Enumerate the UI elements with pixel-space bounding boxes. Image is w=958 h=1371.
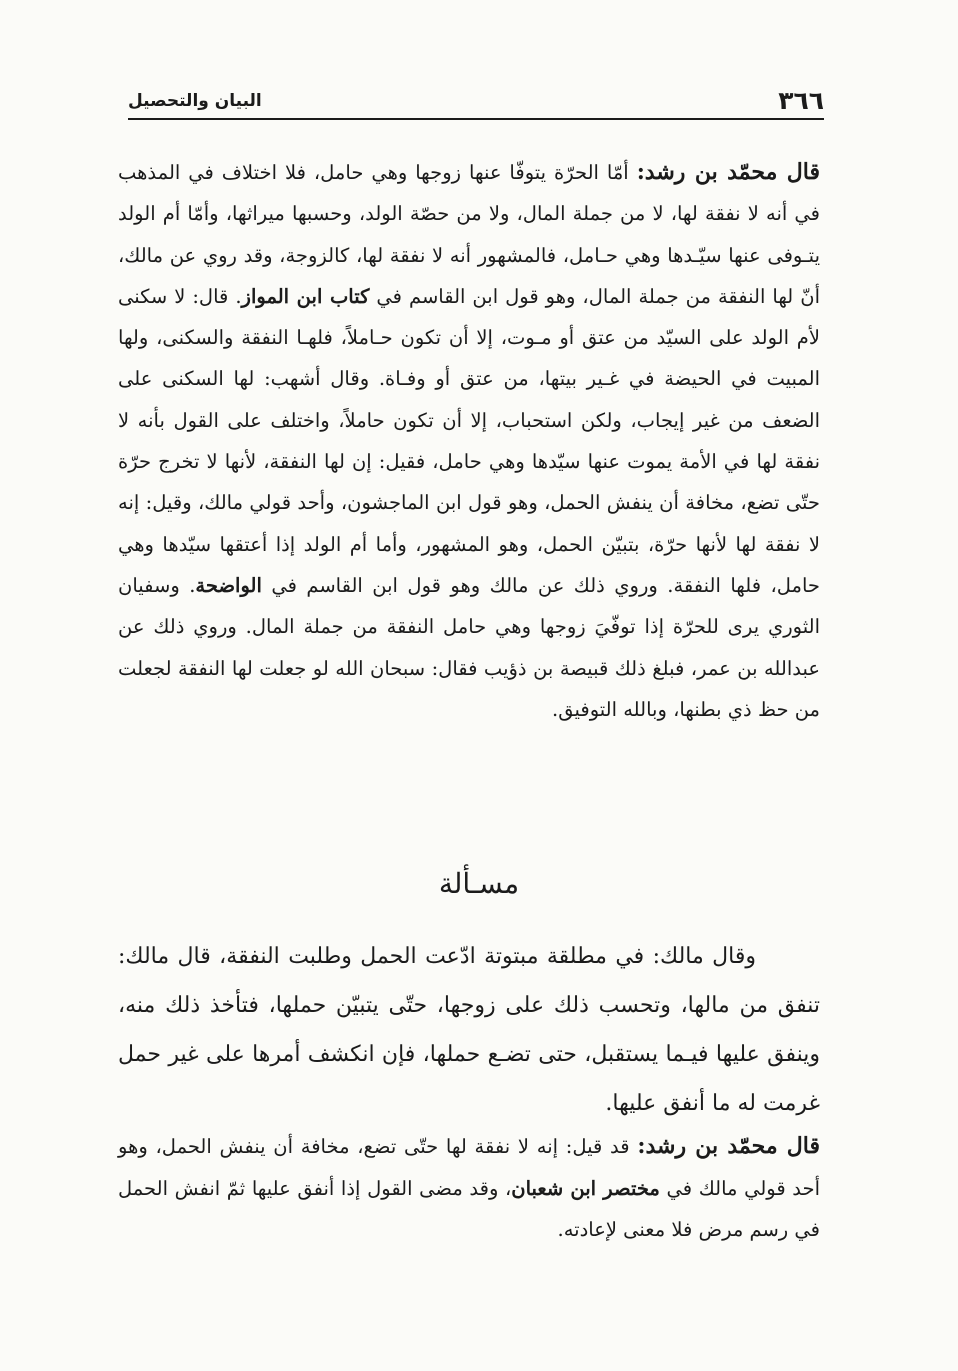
text-segment: . قال: لا سكنى لأم الولد على السيّد من عتق أو مـوت، إلا أن تكون حـاملاً، فلهـا النفقة والسكنى، ولها المبيت في الحيضة في غـير بيتها، من عتق أو وفـاة. وقال أشهب: لها السكنى على الضعف من غير إيجاب، ولكن استحباب، إلا أن تكون حاملاً، واختلف على القول بأنه لا نفقة لها في الأمة يموت عنها سيّدها وهي حامل، فقيل: إن لها النفقة، لأنها لا تخرج حرّة حتّى تضع، مخافة أن ينفش الحمل، وهو قول ابن الماجشون، وأحد قولي مالك، وقيل: إنه لا نفقة لها لأنها حرّة، بتبيّن الحمل، وهو المشهور، وأما أم الولد إذا أعتقها سيّدها وهي حامل، فلها النفقة. وروي ذلك عن مالك وهو قول ابن القاسم في — [118, 284, 820, 597]
speaker-label: قال محمّد بن رشد: — [636, 159, 820, 185]
text-segment: في مطلقة مبتوتة ادّعت الحمل وطلبت النفقة، قال مالك: تنفق من مالها، وتحسب ذلك على زوجها، حتّى يتبيّن حملها، فتأخذ ذلك منه، وينفق عليها فيـما يستقبل، حتى تضـع حملها، فإن انكشف أمرها على غير حمل غرمت له ما أنفق عليها. — [118, 944, 820, 1116]
commentary-paragraph-1 — [118, 152, 820, 730]
page-number: ٣٦٦ — [778, 86, 824, 115]
section-heading: مسـألة — [438, 867, 520, 900]
text-segment: أمّا الحرّة يتوفّا عنها زوجها وهي حامل، فلا اختلاف في المذهب في أنه لا نفقة لها، لا من جملة المال، ولا من حصّة الولد، وحسبها ميراثها، وأمّا أم الولد يتـوفى عنها سيّـدها وهي حـامل، فالمشهور أنه لا نفقة لها، كالزوجة، وقد روي عن مالك، أنّ لها النفقة من جملة المال، وهو قول ابن القاسم في — [118, 161, 820, 308]
book-reference: كتاب ابن المواز — [241, 284, 370, 308]
speaker-label: وقال مالك: — [652, 944, 756, 969]
commentary-paragraph-2 — [118, 1126, 820, 1251]
page-header — [128, 86, 824, 120]
book-reference: الواضحة — [195, 573, 262, 597]
text-segment: قد قيل: إنه لا نفقة لها حتّى تضع، مخافة أن ينفش الحمل، وهو أحد قولي مالك في — [118, 1135, 820, 1200]
issue-paragraph — [118, 932, 820, 1128]
paragraph-text — [118, 1126, 820, 1251]
text-segment: ، وقد مضى القول إذا أنفق عليها ثمّ انفش الحمل في رسم مرض فلا معنى لإعادته. — [118, 1176, 820, 1241]
paragraph-text — [118, 152, 820, 730]
book-reference: مختصر ابن شعبان — [511, 1176, 660, 1200]
running-title: البيان والتحصيل — [128, 91, 262, 111]
speaker-label: قال محمّد بن رشد: — [637, 1133, 821, 1159]
paragraph-text — [118, 932, 820, 1128]
text-segment: . وسفيان الثوري يرى للحرّة إذا توفّيَ زوجها وهي حامل النفقة من جملة المال. وروي ذلك عن عبدالله بن عمر، فبلغ ذلك قبيصة بن ذؤيب فقال: سبحان الله لو جعلت لها النفقة لجعلت من حظ ذي بطنها، وبالله التوفيق. — [118, 573, 820, 721]
